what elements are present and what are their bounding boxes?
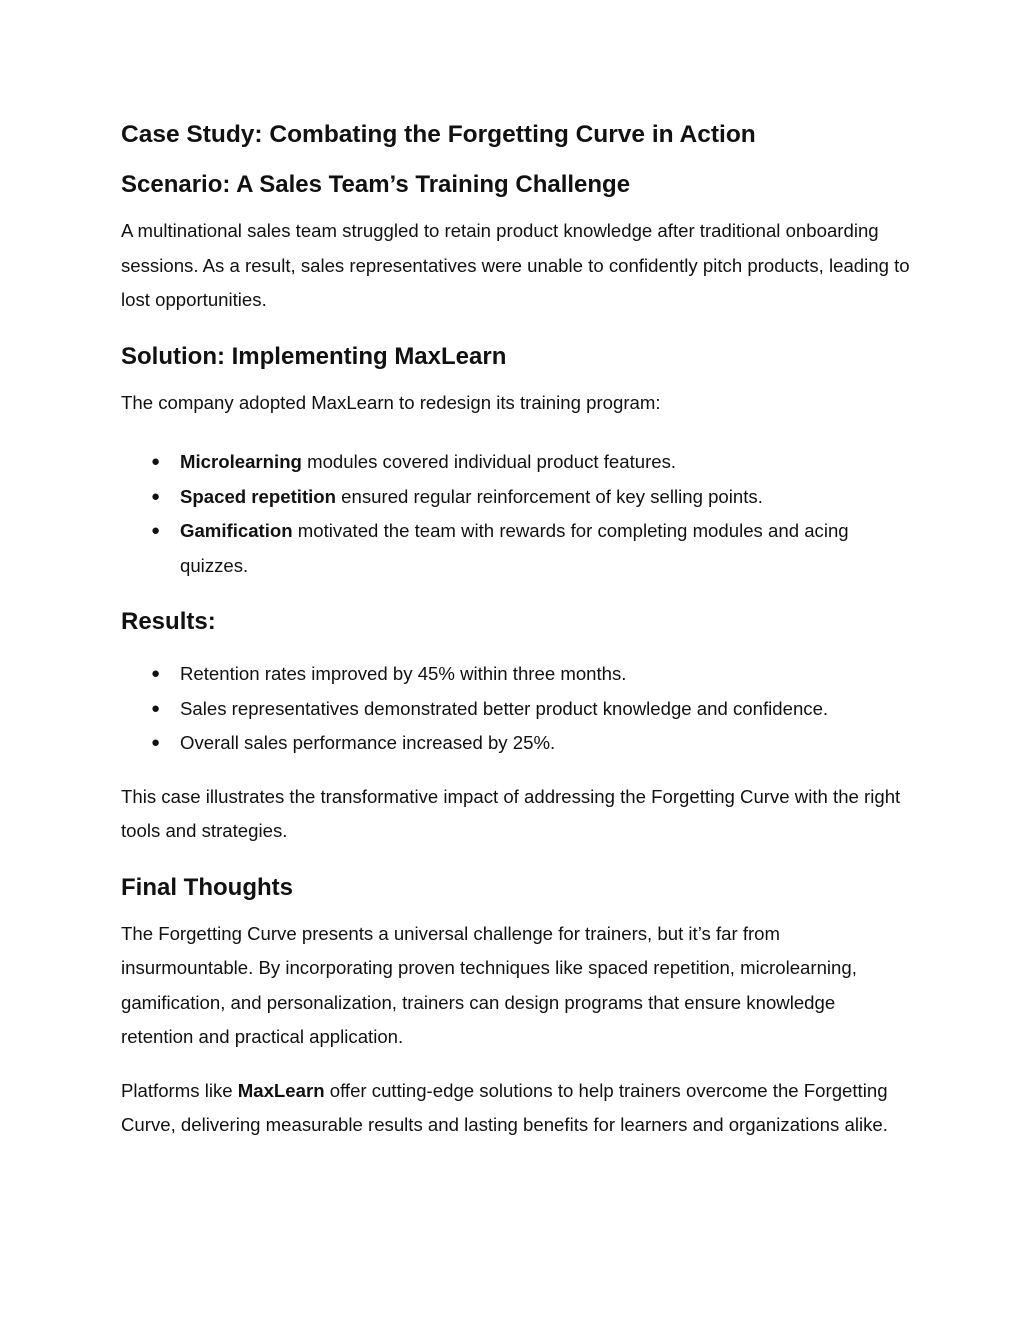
list-item xyxy=(121,480,911,515)
list-item xyxy=(121,726,911,761)
bullet-icon: ● xyxy=(151,453,161,470)
bullet-icon: ● xyxy=(151,734,161,751)
document-page xyxy=(121,118,911,1143)
paragraph-text: Platforms like xyxy=(121,1079,238,1101)
bullet-icon: ● xyxy=(151,665,161,682)
list-item xyxy=(121,514,911,583)
solution-intro-paragraph: The company adopted MaxLearn to redesign its training program: xyxy=(121,391,661,413)
results-conclusion-paragraph: This case illustrates the transformative impact of addressing the Forgetting Curve with the right tools and strategies. xyxy=(121,785,901,841)
solution-list xyxy=(121,445,911,583)
list-item-text: Retention rates improved by 45% within three months. xyxy=(180,663,627,684)
list-item-text: Overall sales performance increased by 25%. xyxy=(180,732,556,753)
list-item-text: ensured regular reinforcement of key selling points. xyxy=(336,485,763,507)
final-thoughts-heading: Final Thoughts xyxy=(121,873,293,901)
list-item xyxy=(121,657,911,692)
list-item-bold: Gamification xyxy=(180,520,293,541)
scenario-paragraph: A multinational sales team struggled to retain product knowledge after traditional onboarding sessions. As a result, sales representatives were unable to confidently pitch products, leading to lost opportunities. xyxy=(121,220,910,310)
list-item xyxy=(121,692,911,727)
list-item-text: Sales representatives demonstrated better product knowledge and confidence. xyxy=(180,697,829,719)
list-item-bold: Spaced repetition xyxy=(180,485,337,507)
results-list xyxy=(121,657,911,761)
bullet-icon: ● xyxy=(151,522,161,539)
final-thoughts-paragraph: The Forgetting Curve presents a universal challenge for trainers, but it’s far from insurmountable. By incorporating proven techniques like spaced repetition, microlearning, gamification, and personalization, trainers can design programs that ensure knowledge retention and practical application. xyxy=(121,922,857,1047)
list-item xyxy=(121,445,911,480)
list-item-bold: Microlearning xyxy=(180,451,302,472)
results-heading: Results: xyxy=(121,608,216,635)
brand-name: MaxLearn xyxy=(237,1079,325,1101)
list-item-text: motivated the team with rewards for completing modules and acing quizzes. xyxy=(180,520,849,576)
solution-heading: Solution: Implementing MaxLearn xyxy=(121,342,507,370)
bullet-icon: ● xyxy=(151,699,161,717)
paragraph-text: offer cutting-edge solutions to help trainers overcome the Forgetting Curve, delivering measurable results and lasting benefits for learners and organizations alike. xyxy=(121,1079,888,1135)
scenario-heading: Scenario: A Sales Team’s Training Challenge xyxy=(121,171,631,198)
list-item-text: modules covered individual product features. xyxy=(301,451,677,472)
platforms-paragraph xyxy=(121,1074,911,1143)
page-title: Case Study: Combating the Forgetting Curve in Action xyxy=(121,121,756,148)
bullet-icon: ● xyxy=(151,487,161,505)
